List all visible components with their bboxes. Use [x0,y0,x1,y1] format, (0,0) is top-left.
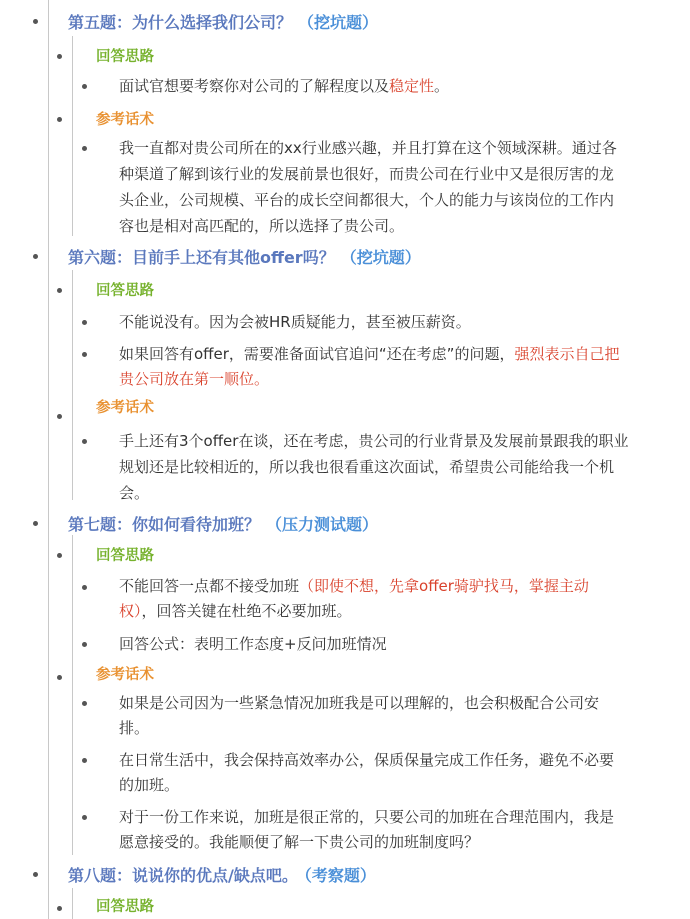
bullet-icon [57,414,62,419]
q6-reference-line-1: 手上还有3个offer在谈，还在考虑，贵公司的行业背景及发展前景跟我的职业 [119,432,629,450]
reference-script-heading: 参考话术 [96,112,154,128]
highlight-text: 稳定性 [389,77,435,95]
bullet-icon [82,758,87,763]
bullet-icon [57,675,62,680]
outline-rail-q5 [72,36,73,236]
question-8-heading [68,863,376,886]
reference-script-heading: 参考话术 [96,400,154,416]
q7-answer-idea-text-1-line-1: 不能回答一点都不接受加班（即使不想，先拿offer骑驴找马，掌握主动 [119,577,589,595]
answer-idea-heading: 回答思路 [96,283,154,299]
bullet-icon [57,288,62,293]
outline-rail-main [48,0,49,919]
question-8-tag: （考察题） [303,866,376,885]
question-7-title: 第七题：你如何看待加班？ [68,515,261,534]
question-7-tag: （压力测试题） [266,515,379,534]
bullet-icon [82,701,87,706]
bullet-icon [57,553,62,558]
q6-answer-idea-text-2-line-1: 如果回答有offer，需要准备面试官追问“还在考虑”的问题，强烈表示自己把 [119,345,620,363]
highlight-text: 权） [119,602,142,620]
q7-reference-1-line-2: 排。 [119,719,150,737]
q6-answer-idea-text-2-line-2: 贵公司放在第一顺位。 [119,370,270,388]
q5-reference-line-3: 头企业，公司规模、平台的成长空间都很大，个人的能力与该岗位的工作内 [119,191,615,209]
question-7-heading [68,512,378,535]
bullet-icon [82,84,87,89]
question-6-heading [68,245,421,268]
bullet-icon [33,254,38,259]
q7-answer-idea-text-2: 回答公式：表明工作态度+反问加班情况 [119,635,387,653]
q7-reference-2-line-2: 的加班。 [119,776,180,794]
q5-answer-idea-text: 面试官想要考察你对公司的了解程度以及稳定性。 [119,77,450,95]
question-5-heading [68,10,378,33]
question-5-title: 第五题：为什么选择我们公司？ [68,13,293,32]
q5-reference-line-4: 容也是相对高匹配的，所以选择了贵公司。 [119,217,405,235]
bullet-icon [57,906,62,911]
bullet-icon [33,872,38,877]
bullet-icon [82,146,87,151]
q7-reference-3-line-1: 对于一份工作来说，加班是很正常的，只要公司的加班在合理范围内，我是 [119,808,615,826]
bullet-icon [82,585,87,590]
answer-idea-heading: 回答思路 [96,899,154,915]
q6-reference-line-2: 规划还是比较相近的，所以我也很看重这次面试，希望贵公司能给我一个机 [119,458,615,476]
highlight-text: 强烈表示自己把 [514,345,620,363]
q5-reference-line-1: 我一直都对贵公司所在的xx行业感兴趣，并且打算在这个领域深耕。通过各 [119,139,617,157]
question-6-title: 第六题：目前手上还有其他offer吗？ [68,248,335,267]
q7-reference-1-line-1: 如果是公司因为一些紧急情况加班我是可以理解的，也会积极配合公司安 [119,694,600,712]
outline-rail-q7 [72,535,73,855]
bullet-icon [57,54,62,59]
q6-reference-line-3: 会。 [119,484,150,502]
q6-answer-idea-text-1: 不能说没有。因为会被HR质疑能力，甚至被压薪资。 [119,313,471,331]
q7-answer-idea-text-1-line-2: 权），回答关键在杜绝不必要加班。 [119,602,352,620]
question-6-tag: （挖坑题） [340,248,421,267]
q7-reference-3-line-2: 愿意接受的。我能顺便了解一下贵公司的加班制度吗？ [119,833,480,851]
highlight-text: （即使不想，先拿offer骑驴找马，掌握主动 [299,577,589,595]
bullet-icon [82,352,87,357]
bullet-icon [57,117,62,122]
question-5-tag: （挖坑题） [298,13,379,32]
bullet-icon [82,439,87,444]
bullet-icon [33,521,38,526]
outline-rail-q8 [72,888,73,919]
bullet-icon [82,815,87,820]
outline-rail-q6 [72,270,73,500]
reference-script-heading: 参考话术 [96,667,154,683]
question-8-title: 第八题：说说你的优点/缺点吧。 [68,866,298,885]
q7-reference-2-line-1: 在日常生活中，我会保持高效率办公，保质保量完成工作任务，避免不必要 [119,751,615,769]
answer-idea-heading: 回答思路 [96,548,154,564]
bullet-icon [82,320,87,325]
answer-idea-heading: 回答思路 [96,49,154,65]
bullet-icon [33,19,38,24]
q5-reference-line-2: 种渠道了解到该行业的发展前景也很好，而贵公司在行业中又是很厉害的龙 [119,165,615,183]
bullet-icon [82,642,87,647]
